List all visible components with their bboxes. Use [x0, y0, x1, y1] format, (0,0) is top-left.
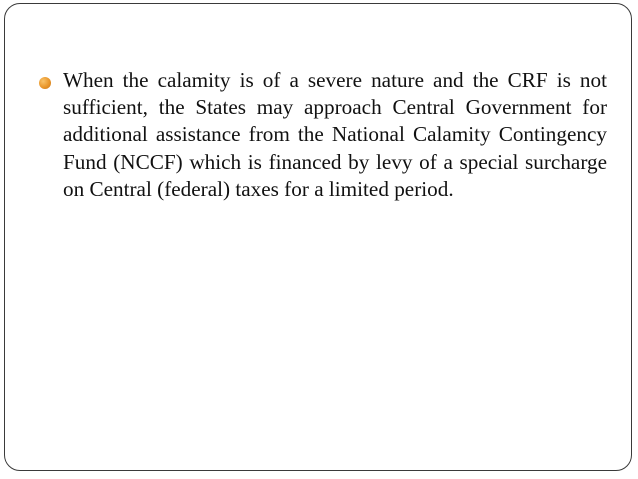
bullet-list: [39, 67, 607, 203]
bullet-circle-icon: [39, 77, 51, 89]
slide-frame: [4, 3, 632, 471]
bullet-item: [39, 67, 607, 203]
bullet-text: When the calamity is of a severe nature and the CRF is not sufficient, the States may approach Central Government for additional assistance from the National Calamity Contingency Fund (NCCF) which is financed by levy of a special surcharge on Central (federal) taxes for a limited period.: [63, 68, 607, 201]
